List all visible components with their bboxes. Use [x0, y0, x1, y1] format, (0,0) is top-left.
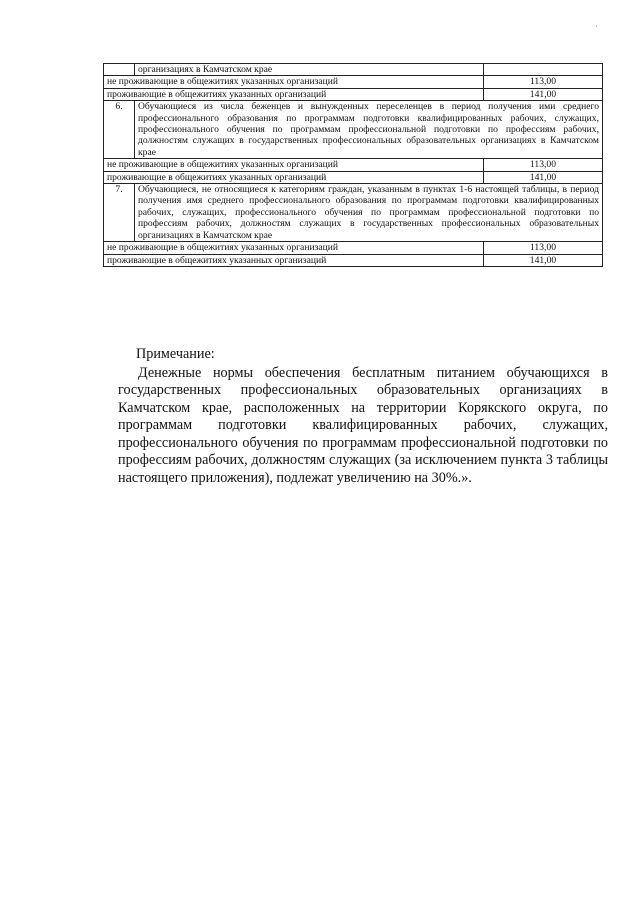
label-cell: не проживающие в общежитиях указанных организаций	[104, 76, 484, 88]
desc-cell: организациях в Камчатском крае	[135, 64, 484, 76]
value-cell: 113,00	[484, 76, 603, 88]
label-cell: проживающие в общежитиях указанных организаций	[104, 254, 484, 266]
label-cell: проживающие в общежитиях указанных организаций	[104, 171, 484, 183]
value-cell: 141,00	[484, 88, 603, 100]
num-cell: 6.	[104, 101, 135, 159]
num-cell: 7.	[104, 184, 135, 242]
norms-table	[103, 63, 603, 267]
table-row	[104, 242, 603, 254]
note-title: Примечание:	[136, 346, 215, 362]
label-cell: не проживающие в общежитиях указанных организаций	[104, 159, 484, 171]
table-row	[104, 76, 603, 88]
note-block	[118, 346, 608, 487]
table-row	[104, 171, 603, 183]
label-cell: проживающие в общежитиях указанных организаций	[104, 88, 484, 100]
note-body: Денежные нормы обеспечения бесплатным питанием обучающихся в государственных профессиональных образовательных организациях в Камчатском крае, расположенных на территории Корякского округа, по программам подготовки квалифицированных рабочих, служащих, профессионального обучения по программам профессиональной подготовки по профессиям рабочих, должностям служащих (за исключением пункта 3 таблицы настоящего приложения), подлежат увеличению на 30%.».	[118, 364, 608, 486]
table-row	[104, 64, 603, 76]
table-row	[104, 88, 603, 100]
desc-cell: Обучающиеся, не относящиеся к категориям граждан, указанным в пунктах 1-6 настоящей таблицы, в период получения имя среднего профессионального образования по программам подготовки квалифицированных рабочих, служащих, профессионального обучения по программам профессиональной подготовки по профессиям рабочих, должностям служащих в государственных профессиональных образовательных организациях в Камчатском крае	[135, 184, 603, 242]
value-cell: 141,00	[484, 171, 603, 183]
num-cell	[104, 64, 135, 76]
value-cell	[484, 64, 603, 76]
label-cell: не проживающие в общежитиях указанных организаций	[104, 242, 484, 254]
desc-cell: Обучающиеся из числа беженцев и вынужденных переселенцев в период получения ими среднего профессионального образования по программам подготовки квалифицированных рабочих, служащих, профессионального обучения по программам профессиональной подготовки по профессиям рабочих, должностям служащих в государственных профессиональных образовательных организациях в Камчатском крае	[135, 101, 603, 159]
scan-mark: ·	[595, 22, 598, 31]
table-row	[104, 101, 603, 159]
value-cell: 141,00	[484, 254, 603, 266]
value-cell: 113,00	[484, 242, 603, 254]
table-row	[104, 159, 603, 171]
value-cell: 113,00	[484, 159, 603, 171]
table-row	[104, 254, 603, 266]
table-row	[104, 184, 603, 242]
